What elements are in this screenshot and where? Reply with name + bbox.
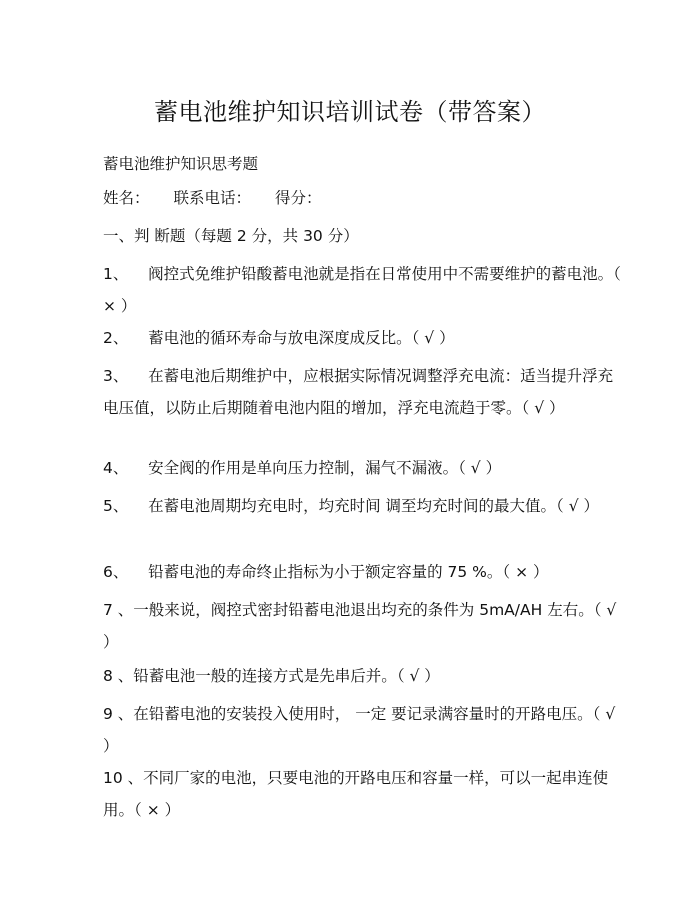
question-number: 10 、 xyxy=(103,769,144,787)
question-text: 不同厂家的电池，只要电池的开路电压和容量一样，可以一起串连使用。 xyxy=(103,769,609,819)
student-info-fields xyxy=(103,182,618,214)
question-text: 在蓄电池周期均充电时，均充时间 调至均充时间的最大值。 xyxy=(148,497,557,515)
question-answer: （ √ ） xyxy=(556,497,600,515)
question-item xyxy=(103,322,623,354)
question-text: 在铅蓄电池的安装投入使用时， 一定 要记录满容量时的开路电压。 xyxy=(133,705,593,723)
question-number: 8 、 xyxy=(103,667,134,685)
question-number: 3、 xyxy=(103,367,129,385)
question-number: 7 、 xyxy=(103,601,134,619)
phone-field-label: 联系电话： xyxy=(173,189,252,207)
question-item xyxy=(103,490,623,522)
document-subtitle: 蓄电池维护知识思考题 xyxy=(103,155,259,173)
question-number: 1、 xyxy=(103,265,129,283)
question-text: 阀控式免维护铅酸蓄电池就是指在日常使用中不需要维护的蓄电池。 xyxy=(148,265,614,283)
question-item xyxy=(103,360,623,424)
question-item xyxy=(103,258,623,322)
name-field-label: 姓名： xyxy=(103,189,150,207)
question-text: 在蓄电池后期维护中，应根据实际情况调整浮充电流：适当提升浮充电压值，以防止后期随着电池内阻的增加，浮充电流趋于零。 xyxy=(103,367,614,417)
question-answer: （ √ ） xyxy=(103,601,617,651)
question-answer: （ √ ） xyxy=(103,705,616,755)
question-answer: （ √ ） xyxy=(521,399,565,417)
question-answer: （ √ ） xyxy=(411,329,455,347)
question-item xyxy=(103,556,623,588)
question-number: 4、 xyxy=(103,459,129,477)
page-title: 蓄电池维护知识培训试卷（带答案） xyxy=(154,98,546,126)
question-item xyxy=(103,594,623,658)
question-number: 9 、 xyxy=(103,705,134,723)
question-item xyxy=(103,452,623,484)
question-text: 蓄电池的循环寿命与放电深度成反比。 xyxy=(148,329,412,347)
question-answer: （ × ） xyxy=(134,801,181,819)
question-text: 铅蓄电池一般的连接方式是先串后并。 xyxy=(133,667,397,685)
question-item xyxy=(103,698,623,762)
question-number: 2、 xyxy=(103,329,129,347)
question-text: 铅蓄电池的寿命终止指标为小于额定容量的 75 %。 xyxy=(148,563,503,581)
question-number: 5、 xyxy=(103,497,129,515)
question-item xyxy=(103,762,623,826)
question-answer: （ × ） xyxy=(103,265,621,315)
question-answer: （ √ ） xyxy=(396,667,440,685)
score-field-label: 得分： xyxy=(275,189,322,207)
question-item xyxy=(103,660,623,692)
question-answer: （ × ） xyxy=(502,563,549,581)
question-answer: （ √ ） xyxy=(458,459,502,477)
question-text: 安全阀的作用是单向压力控制，漏气不漏液。 xyxy=(148,459,459,477)
question-number: 6、 xyxy=(103,563,129,581)
section-heading: 一、判 断题（每题 2 分，共 30 分） xyxy=(103,227,359,245)
question-text: 一般来说，阀控式密封铅蓄电池退出均充的条件为 5mA/AH 左右。 xyxy=(133,601,594,619)
